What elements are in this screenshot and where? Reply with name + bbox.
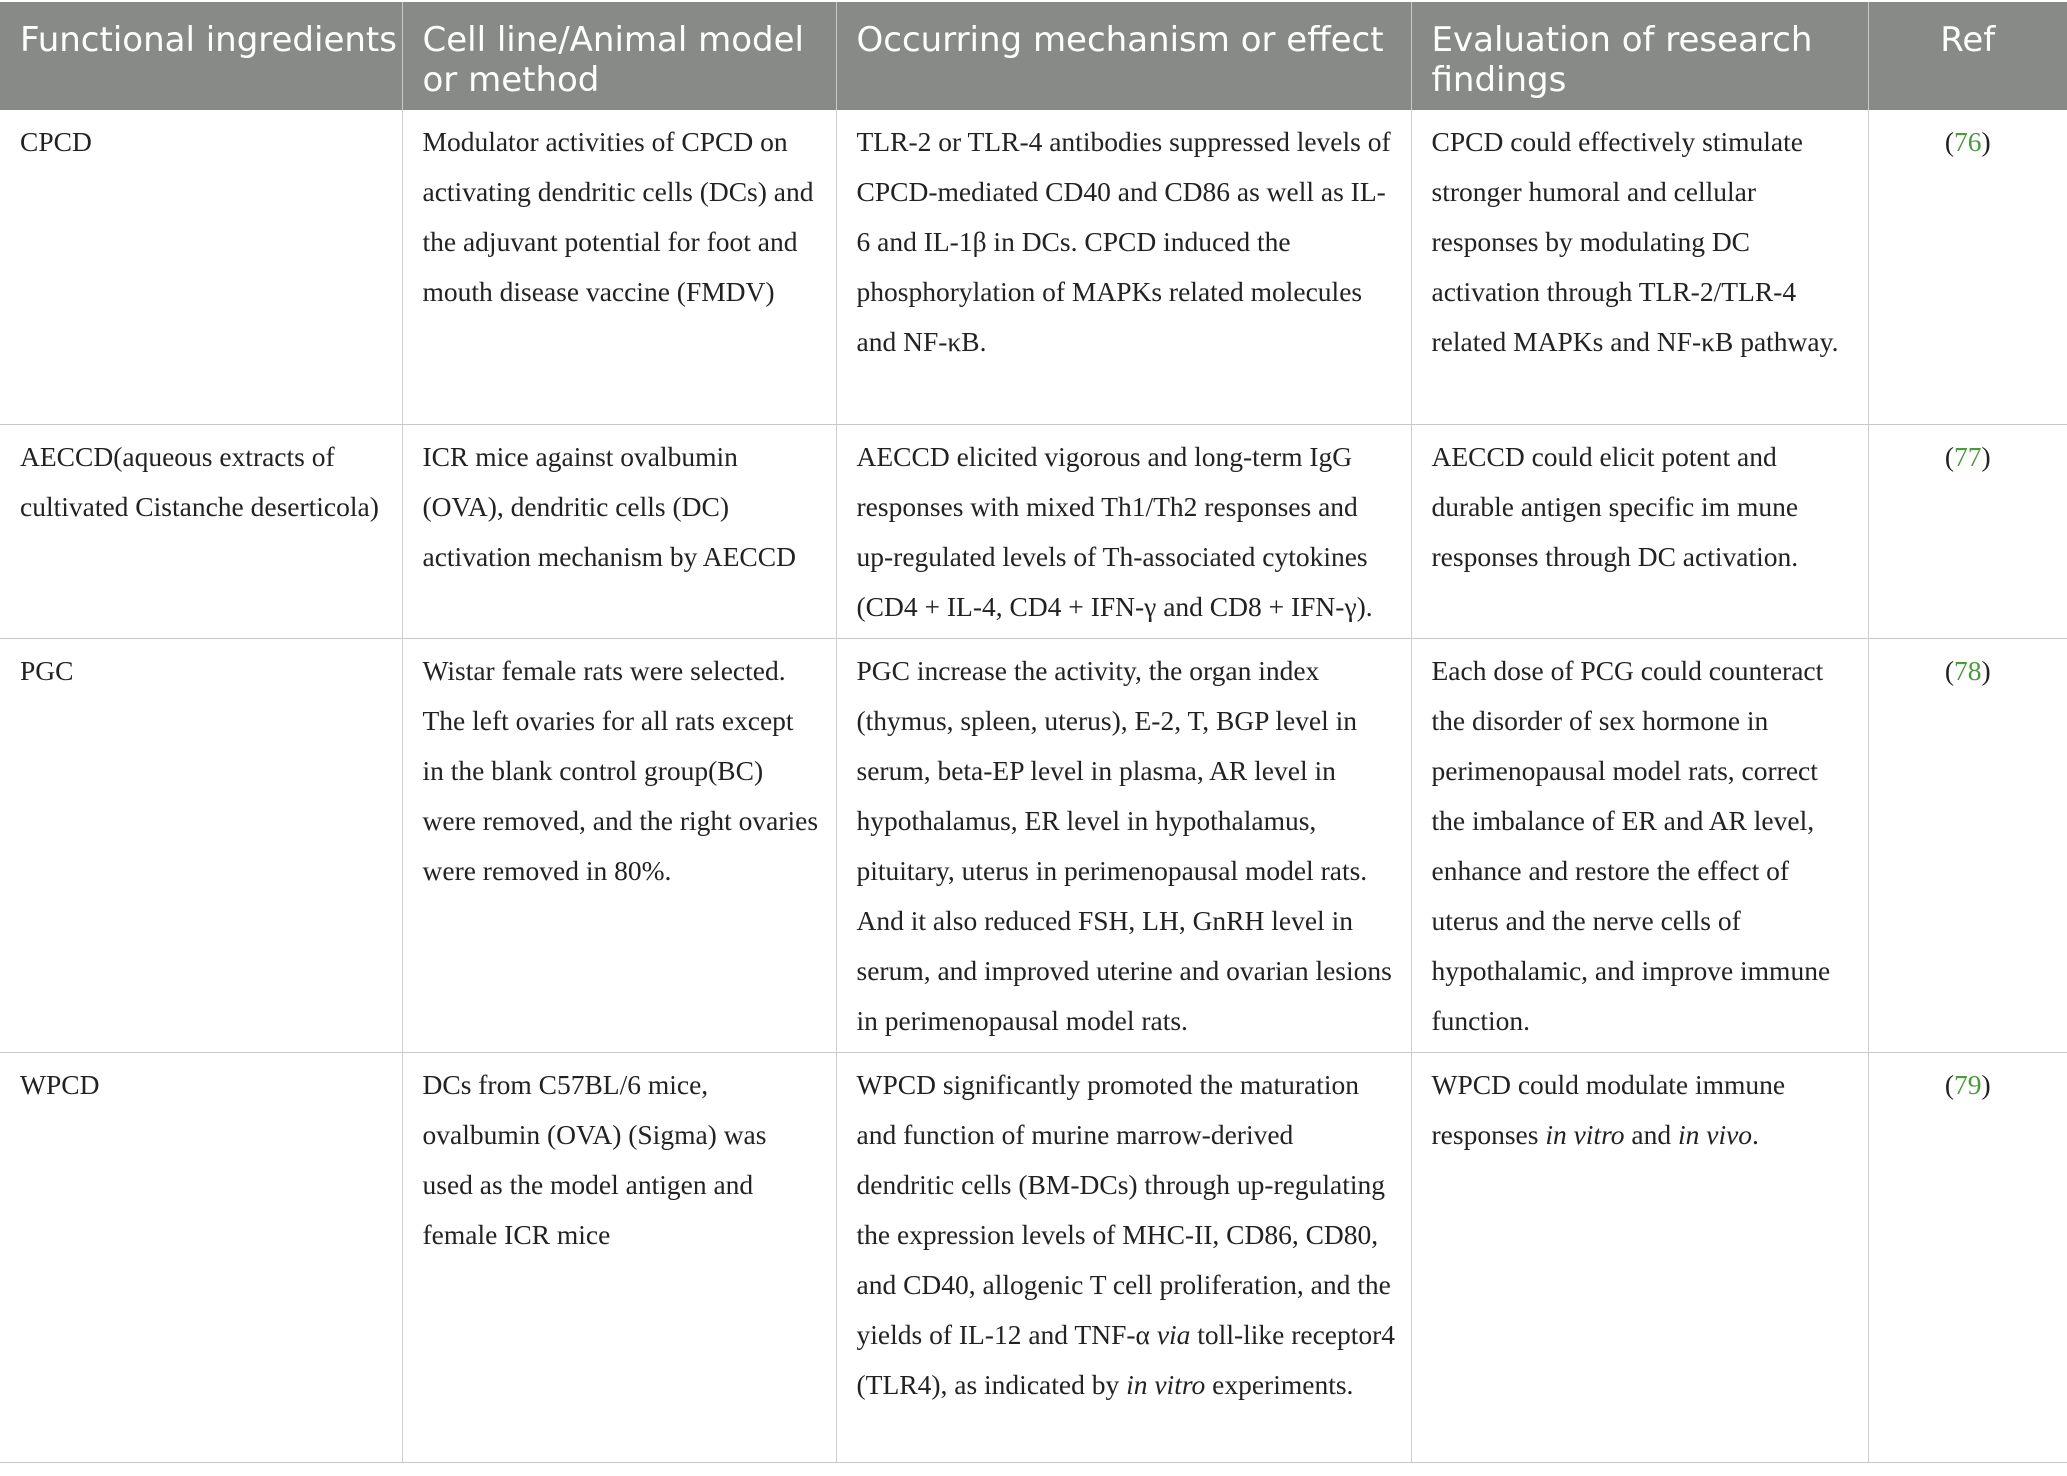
cell-model: Modulator activities of CPCD on activating dendritic cells (DCs) and the adjuvant potential for foot and mouth disease vaccine (FMDV)	[402, 110, 836, 424]
header-mechanism: Occurring mechanism or effect	[836, 2, 1411, 110]
cell-evaluation: AECCD could elicit potent and durable antigen specific im mune responses through DC activation.	[1411, 424, 1868, 638]
mechanism-text: toll-like receptor4 (TLR4), as indicated by	[856, 1318, 1396, 1400]
cell-ref: (79)	[1868, 1052, 2067, 1462]
cell-mechanism: PGC increase the activity, the organ index (thymus, spleen, uterus), E-2, T, BGP level in serum, beta-EP level in plasma, AR level in hypothalamus, ER level in hypothalamus, pituitary, uterus in perimenopausal model rats. And it also reduced FSH, LH, GnRH level in serum, and improved uterine and ovarian lesions in perimenopausal model rats.	[836, 638, 1411, 1052]
research-table	[0, 2, 2067, 1463]
mechanism-text: WPCD significantly promoted the maturation and function of murine marrow-derived dendritic cells (BM-DCs) through up-regulating the expression levels of MHC-II, CD86, CD80, and CD40, allogenic T cell proliferation, and the yields of IL-12 and TNF-α	[856, 1068, 1391, 1350]
cell-mechanism	[836, 1052, 1411, 1462]
ref-link[interactable]: 78	[1954, 654, 1982, 686]
mechanism-italic: via	[1156, 1318, 1191, 1350]
ref-link[interactable]: 76	[1954, 126, 1982, 157]
header-model: Cell line/Animal model or method	[402, 2, 836, 110]
cell-evaluation: CPCD could effectively stimulate stronger humoral and cellular responses by modulating DC activation through TLR-2/TLR-4 related MAPKs and NF-κB pathway.	[1411, 110, 1868, 424]
table-row	[0, 110, 2067, 424]
cell-mechanism: TLR-2 or TLR-4 antibodies suppressed levels of CPCD-mediated CD40 and CD86 as well as IL-6 and IL-1β in DCs. CPCD induced the phosphorylation of MAPKs related molecules and NF-κB.	[836, 110, 1411, 424]
table-row	[0, 1052, 2067, 1462]
cell-evaluation	[1411, 1052, 1868, 1462]
cell-model: DCs from C57BL/6 mice, ovalbumin (OVA) (Sigma) was used as the model antigen and female ICR mice	[402, 1052, 836, 1462]
cell-ref: (77)	[1868, 424, 2067, 638]
cell-ref: (78)	[1868, 638, 2067, 1052]
header-evaluation: Evaluation of research findings	[1411, 2, 1868, 110]
evaluation-italic: in vitro	[1545, 1118, 1625, 1150]
evaluation-text: .	[1752, 1118, 1759, 1150]
table-row	[0, 424, 2067, 638]
cell-ingredient: PGC	[0, 638, 402, 1052]
table-row	[0, 638, 2067, 1052]
cell-ingredient: CPCD	[0, 110, 402, 424]
cell-evaluation: Each dose of PCG could counteract the disorder of sex hormone in perimenopausal model rats, correct the imbalance of ER and AR level, enhance and restore the effect of uterus and the nerve cells of hypothalamic, and improve immune function.	[1411, 638, 1868, 1052]
ref-link[interactable]: 77	[1954, 440, 1982, 472]
ref-link[interactable]: 79	[1954, 1068, 1982, 1100]
header-ingredients: Functional ingredients	[0, 2, 402, 110]
header-row	[0, 2, 2067, 110]
evaluation-italic: in vivo	[1677, 1118, 1753, 1150]
cell-ref: (76)	[1868, 110, 2067, 424]
evaluation-text: and	[1624, 1118, 1678, 1150]
cell-ingredient: AECCD(aqueous extracts of cultivated Cistanche deserticola)	[0, 424, 402, 638]
cell-model: Wistar female rats were selected. The left ovaries for all rats except in the blank control group(BC) were removed, and the right ovaries were removed in 80%.	[402, 638, 836, 1052]
cell-ingredient: WPCD	[0, 1052, 402, 1462]
cell-mechanism: AECCD elicited vigorous and long-term IgG responses with mixed Th1/Th2 responses and up-regulated levels of Th-associated cytokines (CD4 + IL-4, CD4 + IFN-γ and CD8 + IFN-γ).	[836, 424, 1411, 638]
evaluation-text: WPCD could modulate immune responses	[1431, 1068, 1786, 1150]
cell-model: ICR mice against ovalbumin (OVA), dendritic cells (DC) activation mechanism by AECCD	[402, 424, 836, 638]
header-ref: Ref	[1868, 2, 2067, 110]
mechanism-text: experiments.	[1205, 1368, 1354, 1400]
mechanism-italic: in vitro	[1126, 1368, 1206, 1400]
